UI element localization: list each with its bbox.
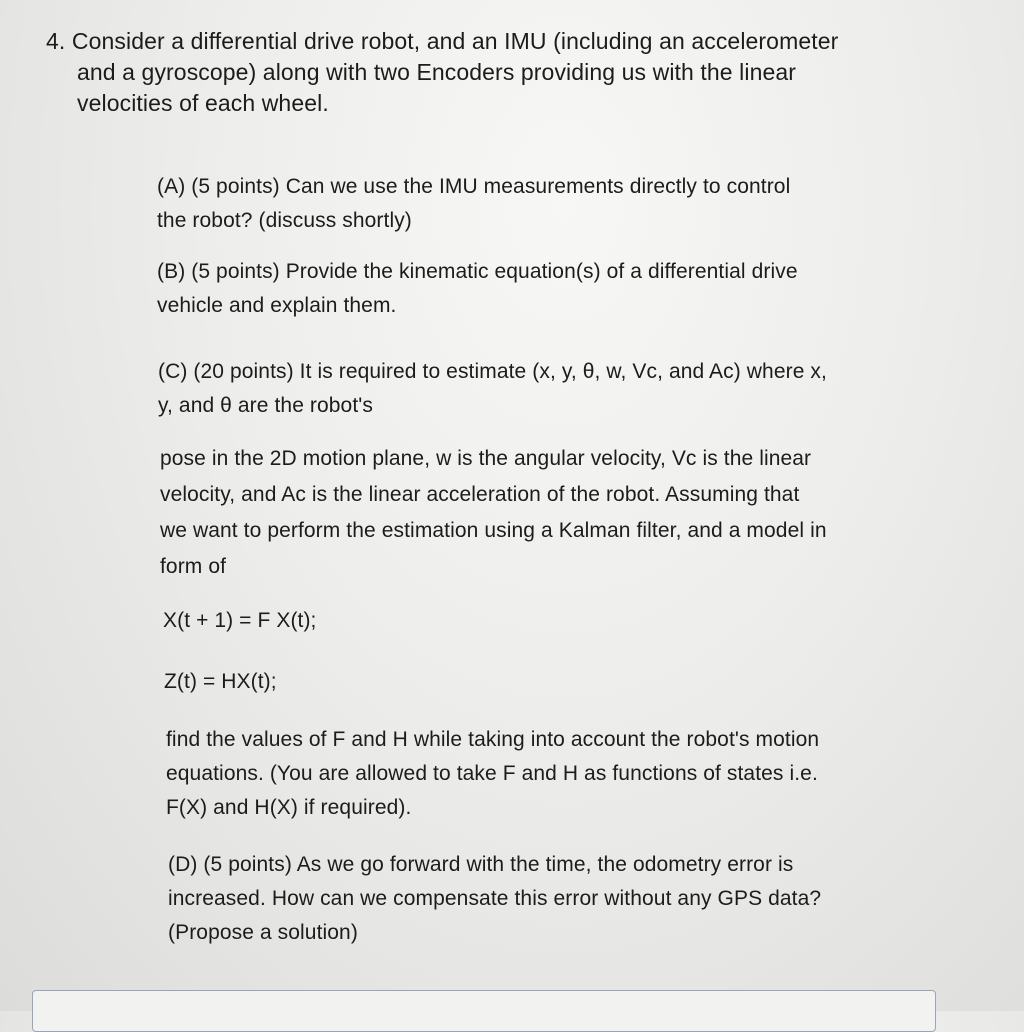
part-b-line-2: vehicle and explain them. [157, 294, 397, 317]
part-b-line-1: (B) (5 points) Provide the kinematic equation(s) of a differential drive [157, 260, 798, 283]
part-c-find-line-3: F(X) and H(X) if required). [166, 796, 412, 819]
part-c-body-line-4: form of [160, 555, 227, 578]
question-line-1: 4. Consider a differential drive robot, and an IMU (including an accelerometer [46, 28, 839, 54]
state-equation: X(t + 1) = F X(t); [163, 609, 317, 632]
question-line-2: and a gyroscope) along with two Encoders providing us with the linear [77, 59, 797, 85]
part-c-body-line-3: we want to perform the estimation using a Kalman filter, and a model in [160, 519, 827, 542]
question-line-3: velocities of each wheel. [77, 90, 329, 116]
answer-input-box[interactable] [32, 990, 936, 1032]
part-d [168, 848, 821, 950]
part-c-find [166, 723, 819, 825]
question-number: 4. [46, 28, 66, 54]
part-c-body-line-1: pose in the 2D motion plane, w is the angular velocity, Vc is the linear [160, 447, 812, 470]
part-c-find-line-1: find the values of F and H while taking into account the robot's motion [166, 728, 820, 751]
part-c-body [160, 441, 827, 585]
part-d-line-1: (D) (5 points) As we go forward with the time, the odometry error is [168, 853, 794, 876]
part-a [157, 170, 790, 238]
part-d-line-3: (Propose a solution) [168, 921, 358, 944]
part-a-line-1: (A) (5 points) Can we use the IMU measurements directly to control [157, 175, 791, 198]
part-a-line-2: the robot? (discuss shortly) [157, 209, 412, 232]
part-d-line-2: increased. How can we compensate this error without any GPS data? [168, 887, 822, 910]
part-c-line-2: y, and θ are the robot's [158, 394, 373, 417]
part-c-body-line-2: velocity, and Ac is the linear acceleration of the robot. Assuming that [160, 483, 800, 506]
part-b [157, 255, 798, 323]
part-c-line-1: (C) (20 points) It is required to estimate (x, y, θ, w, Vc, and Ac) where x, [158, 360, 827, 383]
measurement-equation: Z(t) = HX(t); [164, 670, 277, 693]
question-statement [46, 26, 946, 119]
part-c [158, 355, 827, 423]
part-c-find-line-2: equations. (You are allowed to take F and H as functions of states i.e. [166, 762, 818, 785]
